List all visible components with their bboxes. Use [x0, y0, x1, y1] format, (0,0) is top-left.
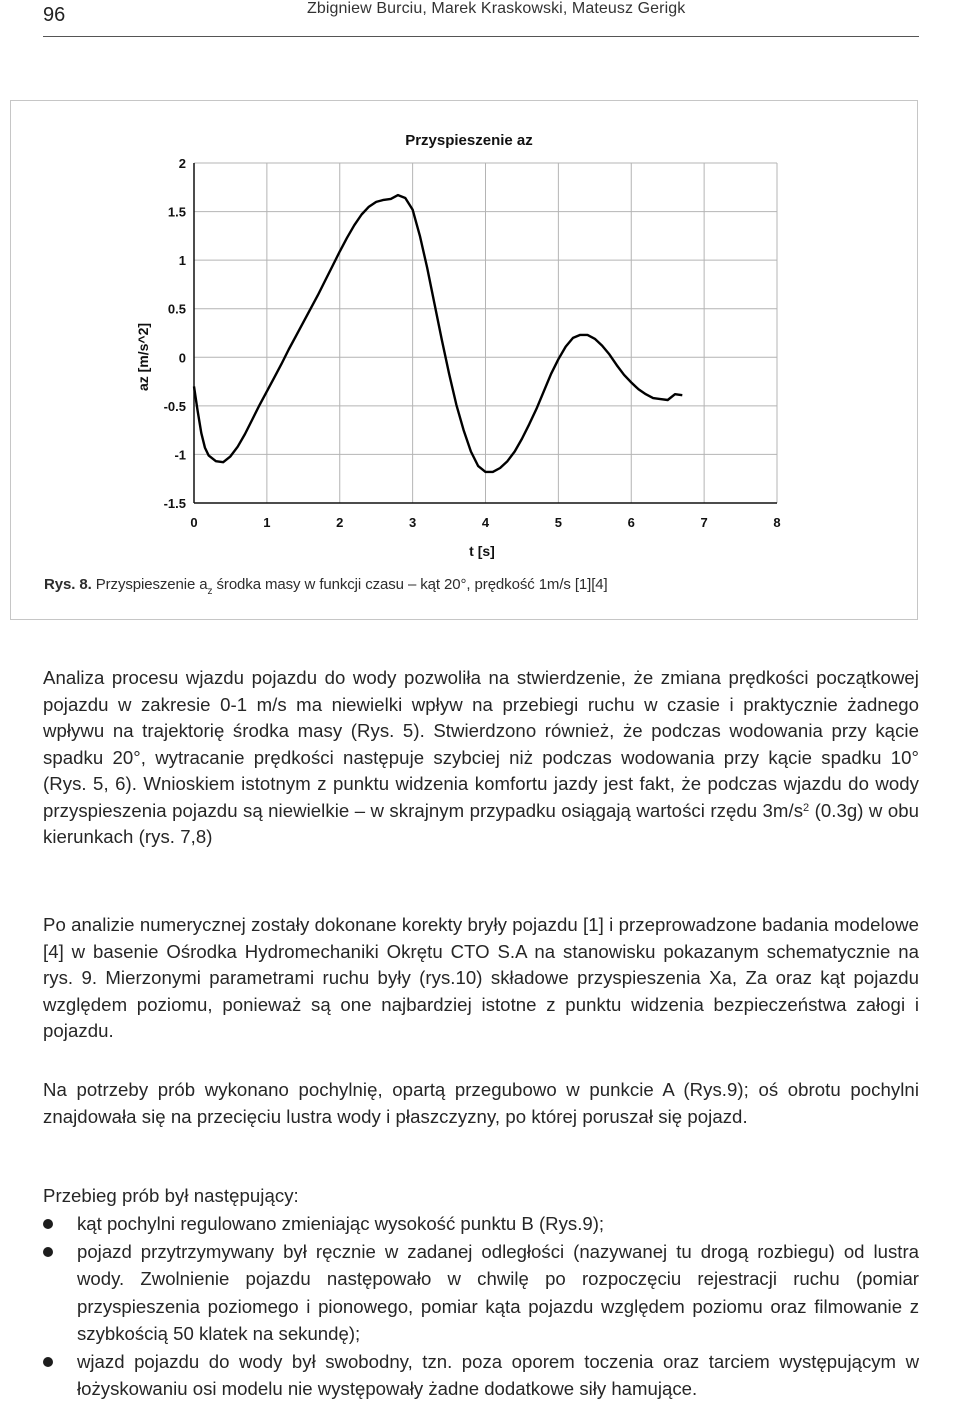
y-tick-label: 1.5 — [167, 204, 186, 220]
caption-subscript: z — [207, 586, 213, 597]
figure-caption — [44, 576, 608, 597]
list-item-text: kąt pochylni regulowano zmieniając wysokość punktu B (Rys.9); — [77, 1213, 605, 1234]
list-item — [43, 1210, 919, 1238]
x-tick-label: 2 — [336, 515, 344, 530]
caption-label: Rys. 8. — [44, 576, 92, 593]
list-item — [43, 1348, 919, 1403]
chart-tick-labels — [164, 156, 781, 530]
page-number: 96 — [43, 4, 66, 26]
x-tick-label: 0 — [190, 515, 198, 530]
bullet-dot-icon — [43, 1357, 53, 1367]
y-tick-label: -0.5 — [163, 398, 186, 414]
y-tick-label: 1 — [178, 253, 186, 269]
procedure-list — [43, 1210, 919, 1403]
y-tick-label: -1 — [174, 447, 186, 463]
superscript-exponent: 2 — [803, 801, 810, 814]
paragraph-analysis-text: Analiza procesu wjazdu pojazdu do wody pozwoliła na stwierdzenie, że zmiana prędkości początkowej pojazdu w zakresie 0-1 m/s ma niewielki wpływ na przebiegi ruchu w czasie i praktycznie żadnego wpływu na trajektorię środka masy (Rys. 5). Stwierdzono również, że podczas wodowania przy kącie spadku 20°, wytracanie prędkości następuje szybciej niż podczas wodowania przy kącie spadku 10° (Rys. 5, 6). Wnioskiem istotnym z punktu widzenia komfortu jazdy jest fakt, że podczas wjazdu do wody przyspieszenia pojazdu są niewielkie – w skrajnym przypadku osiągają wartości rzędu 3m/s — [43, 667, 919, 821]
x-tick-label: 7 — [700, 515, 708, 530]
paragraph-procedure-intro: Przebieg prób był następujący: — [43, 1185, 299, 1206]
y-tick-label: 2 — [178, 156, 186, 171]
chart-y-axis-label: az [m/s^2] — [135, 322, 151, 392]
paragraph-analysis-end: (0.3g) w obu kierunkach (rys. 7,8) — [43, 799, 920, 847]
figure-frame — [10, 100, 918, 620]
x-tick-label: 4 — [481, 515, 490, 530]
caption-text-end: środka masy w funkcji czasu – kąt 20°, prędkość 1m/s [1][4] — [212, 576, 608, 593]
paragraph-slipway: Na potrzeby prób wykonano pochylnię, opartą przegubowo w punkcie A (Rys.9); oś obrotu pochylni znajdowała się na przecięciu lustra wody i płaszczyzny, po której poruszał się pojazd. — [43, 1079, 919, 1127]
bullet-dot-icon — [43, 1247, 53, 1257]
chart-grid — [194, 163, 777, 503]
list-item-text: pojazd przytrzymywany był ręcznie w zadanej odległości (nazywanej tu drogą rozbiegu) od lustra wody. Zwolnienie pojazdu następowało w chwilę po rozpoczęciu rejestracji ruchu (pomiar przyspieszenia poziomego i pionowego, pomiar kąta pojazdu względem poziomu oraz filmowanie z szybkością 50 klatek na sekundę); — [77, 1240, 919, 1344]
y-tick-label: -1.5 — [163, 496, 186, 511]
caption-text-start: Przyspieszenie a — [95, 576, 208, 593]
y-tick-label: 0.5 — [167, 301, 186, 317]
acceleration-chart — [11, 101, 917, 571]
x-tick-label: 5 — [554, 515, 562, 530]
list-item — [43, 1238, 919, 1348]
caption-text — [95, 576, 608, 597]
page-header — [43, 0, 919, 37]
x-tick-label: 3 — [409, 515, 417, 530]
paragraph-analysis — [43, 665, 919, 851]
x-tick-label: 1 — [263, 515, 271, 530]
list-item-text: wjazd pojazdu do wody był swobodny, tzn. poza oporem toczenia oraz tarciem występującym w łożyskowaniu osi modelu nie występowały żadne dodatkowe siły hamujące. — [77, 1350, 919, 1399]
paragraph-model-tests: Po analizie numerycznej zostały dokonane korekty bryły pojazdu [1] i przeprowadzone badania modelowe [4] w basenie Ośrodka Hydromechaniki Okrętu CTO S.A na stanowisku pokazanym schematycznie na rys. 9. Mierzonymi parametrami ruchu były (rys.10) składowe przyspieszenia Xa, Za oraz kąt pojazdu względem poziomu, ponieważ są one najbardziej istotne z punktu widzenia bezpieczeństwa załogi i pojazdu. — [43, 914, 919, 1041]
chart-x-axis-label: t [s] — [469, 543, 495, 559]
y-tick-label: 0 — [178, 350, 186, 366]
chart-title: Przyspieszenie az — [405, 132, 533, 149]
x-tick-label: 8 — [773, 515, 781, 530]
x-tick-label: 6 — [627, 515, 635, 530]
running-header-authors: Zbigniew Burciu, Marek Kraskowski, Mateusz Gerigk — [307, 0, 686, 17]
bullet-dot-icon — [43, 1219, 53, 1229]
